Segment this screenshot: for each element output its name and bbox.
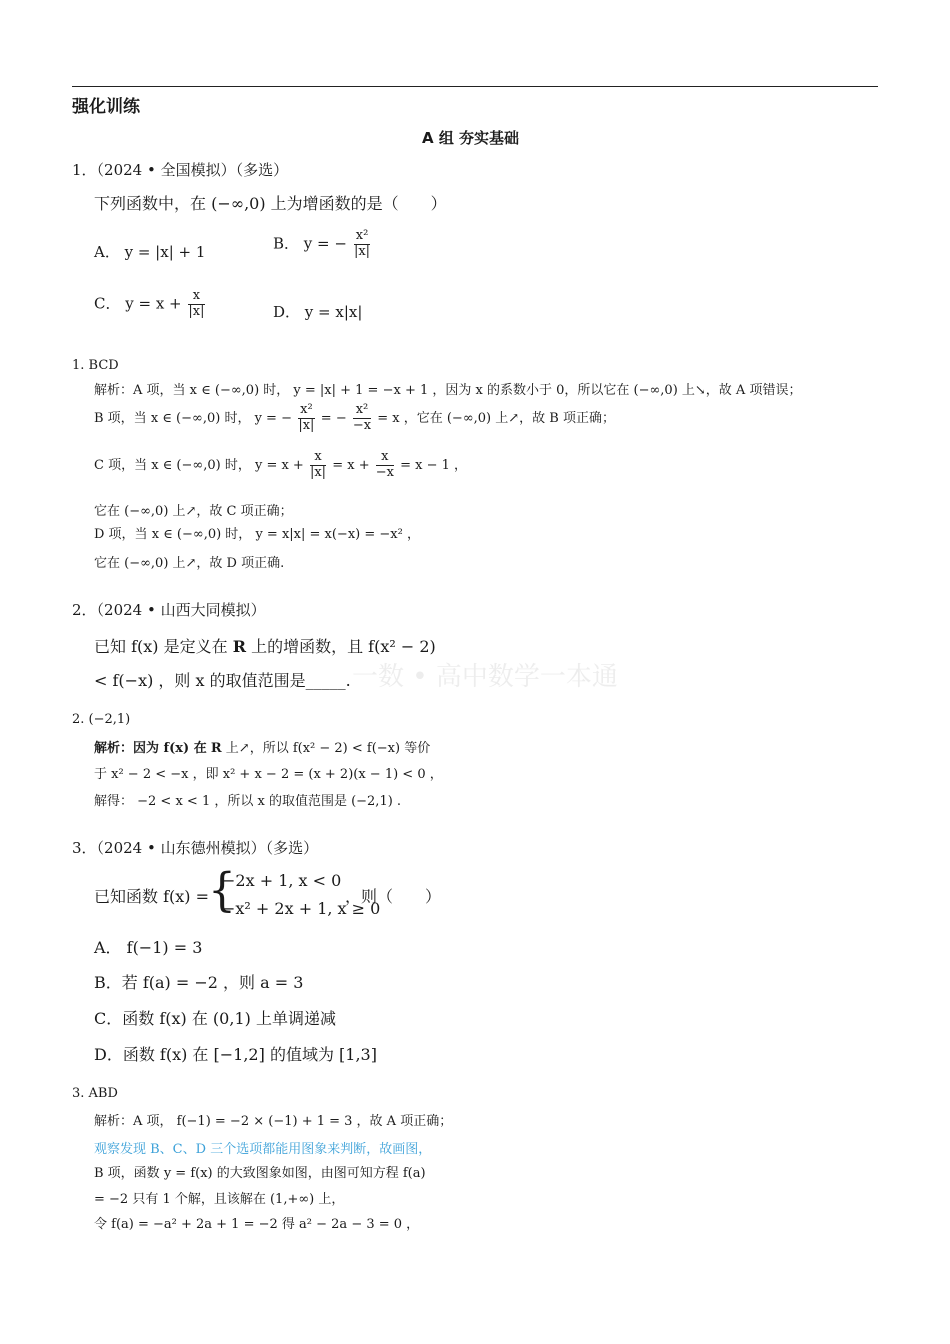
q2-stem1-real-set: R <box>232 637 246 656</box>
q3-option-b: B．若 f(a) = −2 ，则 a = 3 <box>94 973 304 992</box>
q1-sol2-post: = x ，它在 (−∞,0) 上↗，故 B 项正确； <box>377 410 615 426</box>
q3-stem-post: ，则（ ） <box>345 887 442 906</box>
q3-case-2: −x² + 2x + 1, x ≥ 0 <box>222 899 381 918</box>
q1-solution-line-4: 它在 (−∞,0) 上↗，故 C 项正确； <box>94 504 293 519</box>
q3-stem-pre: 已知函数 f(x) = <box>94 887 210 906</box>
q3-option-c: C．函数 f(x) 在 (0,1) 上单调递减 <box>94 1009 336 1028</box>
q2-stem-line-2: < f(−x) ，则 x 的取值范围是_____. <box>94 671 351 690</box>
q1-option-d: D． y = x|x| <box>273 303 363 321</box>
q2-stem1-post: 上的增函数，且 f(x² − 2) <box>251 637 436 656</box>
q3-option-d: D．函数 f(x) 在 [−1,2] 的值域为 [1,3] <box>94 1045 377 1064</box>
q2-sol1-post: 上↗，所以 f(x² − 2) < f(−x) 等价 <box>225 741 431 756</box>
q1-solution-line-3 <box>94 450 467 481</box>
header-rule <box>72 86 878 87</box>
q1-option-b-den: |x| <box>353 243 371 259</box>
q3-solution-line-3: = −2 只有 1 个解，且该解在 (1,+∞) 上， <box>94 1192 345 1207</box>
section-title: 强化训练 <box>72 97 140 117</box>
q1-option-b <box>273 229 372 260</box>
q1-option-b-label: B． y = − <box>273 234 347 253</box>
q1-sol3-den2: −x <box>375 464 394 480</box>
q3-answer: 3. ABD <box>72 1086 118 1101</box>
q1-sol3-num2: x <box>376 450 394 466</box>
q1-option-c <box>94 289 207 320</box>
group-title: A 组 夯实基础 <box>422 129 520 147</box>
q1-option-b-num: x² <box>355 228 369 243</box>
q2-solution-line-3: 解得： −2 < x < 1 ，所以 x 的取值范围是 (−2,1) . <box>94 794 402 809</box>
q2-stem-line-1 <box>94 634 436 657</box>
q2-answer: 2. (−2,1) <box>72 712 131 727</box>
q3-solution-note: 观察发现 B、C、D 三个选项都能用图象来判断，故画图， <box>94 1142 432 1157</box>
q1-option-c-label: C． y = x + <box>94 294 182 313</box>
q3-case-1: −2x + 1, x < 0 <box>222 871 342 890</box>
q1-sol2-num2: x² <box>353 403 371 419</box>
q2-sol1-real-set: R <box>210 741 222 756</box>
q2-sol1-pre: 解析：因为 f(x) 在 <box>94 741 207 756</box>
watermark: 一数 • 高中数学一本通 <box>352 662 618 692</box>
q3-header: 3．（2024 • 山东德州模拟）（多选） <box>72 839 319 857</box>
q1-header: 1．（2024 • 全国模拟）（多选） <box>72 161 289 179</box>
q2-header: 2．（2024 • 山西大同模拟） <box>72 601 266 619</box>
q1-sol2-den1: |x| <box>298 417 315 433</box>
q1-answer: 1. BCD <box>72 358 119 373</box>
q3-solution-line-1: 解析：A 项， f(−1) = −2 × (−1) + 1 = 3 ，故 A 项正确； <box>94 1114 453 1129</box>
q1-option-c-den: |x| <box>188 303 205 319</box>
q1-sol2-mid: = − <box>320 410 347 426</box>
q1-option-a: A． y = |x| + 1 <box>94 243 206 261</box>
q3-option-a: A． f(−1) = 3 <box>94 938 203 957</box>
q2-stem1-pre: 已知 f(x) 是定义在 <box>94 637 228 656</box>
q1-stem: 下列函数中，在 (−∞,0) 上为增函数的是（ ） <box>94 194 447 213</box>
q1-sol2-den2: −x <box>352 417 372 433</box>
q1-option-c-num: x <box>188 289 204 305</box>
q1-sol2-pre: B 项，当 x ∈ (−∞,0) 时， y = − <box>94 410 292 426</box>
q1-solution-line-6: 它在 (−∞,0) 上↗，故 D 项正确. <box>94 556 285 571</box>
q1-sol3-den1: |x| <box>309 464 327 480</box>
q1-sol3-post: = x − 1 ， <box>400 457 468 473</box>
q3-piecewise-brace: { <box>208 863 236 918</box>
q1-sol3-pre: C 项，当 x ∈ (−∞,0) 时， y = x + <box>94 457 304 473</box>
q1-solution-line-5: D 项，当 x ∈ (−∞,0) 时， y = x|x| = x(−x) = −x² ， <box>94 527 420 542</box>
q1-sol3-mid: = x + <box>332 457 370 473</box>
q1-solution-line-2 <box>94 403 615 434</box>
q3-solution-line-2: B 项，函数 y = f(x) 的大致图象如图，由图可知方程 f(a) <box>94 1166 426 1181</box>
q1-sol3-num1: x <box>310 450 326 466</box>
q2-solution-line-1 <box>94 737 430 756</box>
q3-solution-line-4: 令 f(a) = −a² + 2a + 1 = −2 得 a² − 2a − 3 = 0 ， <box>94 1217 420 1232</box>
q1-sol2-num1: x² <box>300 402 313 417</box>
q2-solution-line-2: 于 x² − 2 < −x ，即 x² + x − 2 = (x + 2)(x − 1) < 0 ， <box>94 767 443 782</box>
q1-solution-line-1: 解析：A 项，当 x ∈ (−∞,0) 时， y = |x| + 1 = −x + 1 ，因为 x 的系数小于 0，所以它在 (−∞,0) 上↘，故 A 项错误； <box>94 383 802 398</box>
